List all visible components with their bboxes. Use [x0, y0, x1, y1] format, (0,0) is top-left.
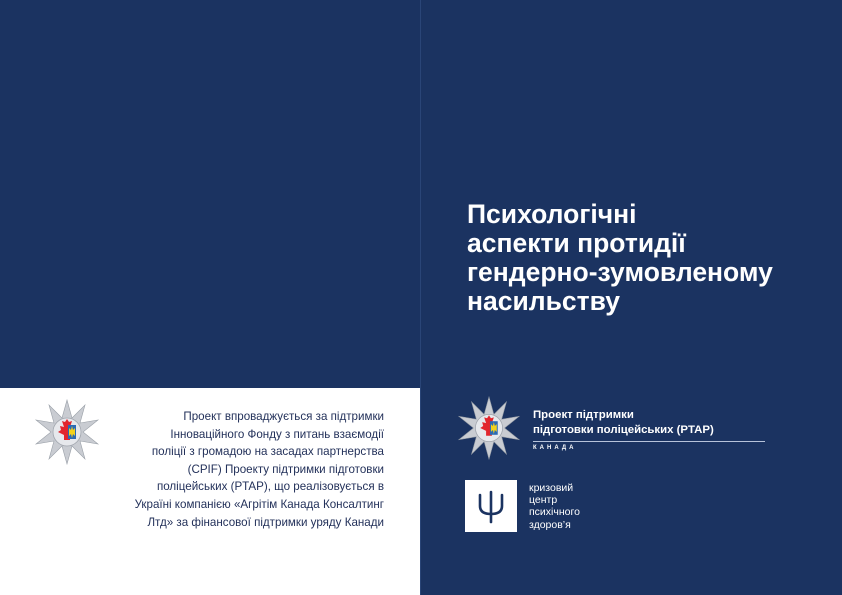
- ptap-logo-block: [457, 396, 757, 460]
- crisis-center-logo: [465, 480, 517, 532]
- back-cover-white-panel: [0, 388, 420, 595]
- title-line: Психологічні: [467, 199, 637, 229]
- back-cover-navy-panel: [0, 0, 420, 388]
- ptap-name-line: підготовки поліцейських (PTAP): [533, 423, 714, 436]
- support-line: (CPIF) Проекту підтримки підготовки: [187, 462, 384, 476]
- ptap-divider: [533, 441, 765, 442]
- support-line: Лтд» за фінансової підтримки уряду Канади: [147, 515, 384, 529]
- support-line: Інноваційного Фонду з питань взаємодії: [170, 427, 384, 441]
- crisis-center-logo-block: [465, 480, 665, 532]
- ptap-country: КАНАДА: [533, 445, 577, 451]
- support-line: поліції з громадою на засадах партнерства: [151, 445, 384, 459]
- crisis-name-line: центр: [529, 494, 558, 507]
- back-cover: [0, 0, 420, 595]
- title-line: насильству: [467, 286, 620, 316]
- psi-logo-icon: [465, 480, 517, 532]
- title-line: гендерно-зумовленому: [467, 257, 773, 287]
- title-line: аспекти протидії: [467, 228, 686, 258]
- support-line: Проект впроваджується за підтримки: [183, 410, 384, 423]
- police-star-emblem-icon: [457, 396, 521, 460]
- project-support-text: [84, 408, 384, 531]
- support-line: поліцейських (PTAP), що реалізовується в: [156, 480, 384, 494]
- crisis-name-line: кризовий: [529, 482, 574, 494]
- crisis-name-line: здоров’я: [529, 518, 571, 531]
- support-line: Україні компанією «Агрітім Канада Консалтинг: [134, 497, 384, 511]
- crisis-center-name: [529, 482, 580, 531]
- ptap-name-line: Проект підтримки: [533, 409, 634, 421]
- front-cover: [421, 0, 842, 595]
- brochure-title: [467, 200, 827, 316]
- ptap-name: [533, 408, 714, 437]
- crisis-name-line: психічного: [529, 506, 580, 519]
